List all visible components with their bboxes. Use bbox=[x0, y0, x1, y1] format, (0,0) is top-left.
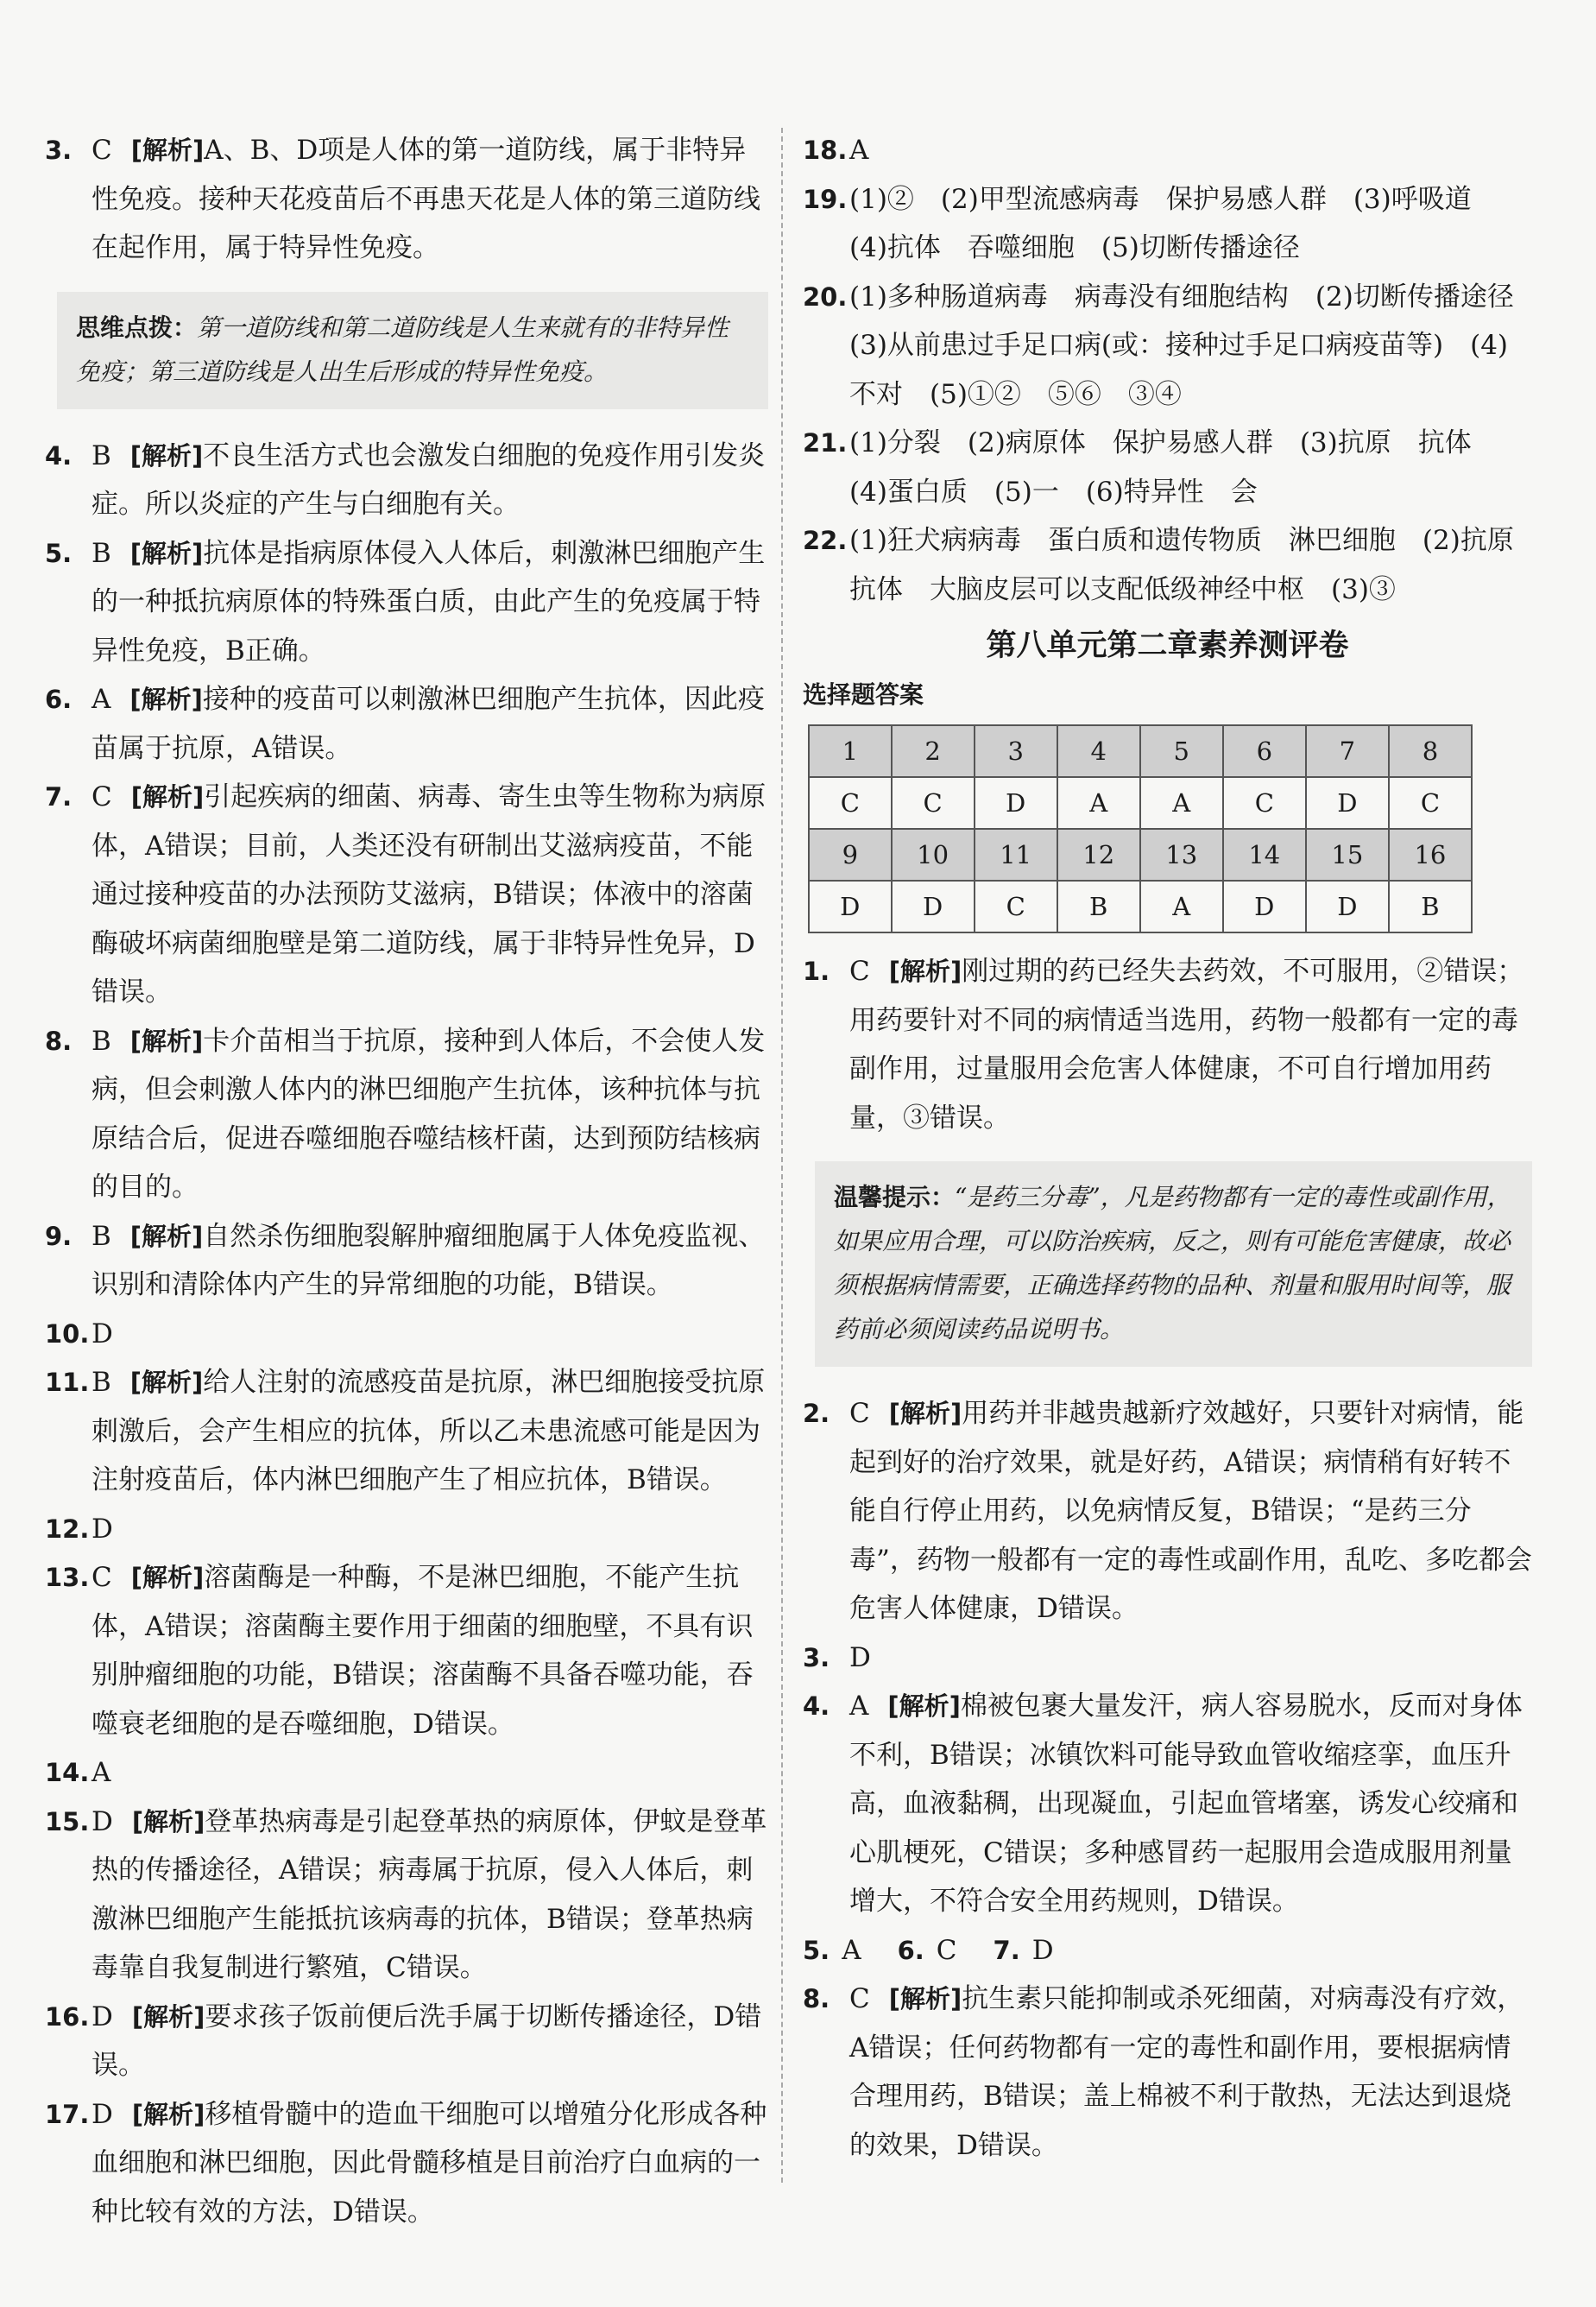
item-number: 19. bbox=[803, 184, 848, 214]
right-items-c bbox=[803, 1389, 1532, 1926]
answer-item bbox=[45, 1798, 768, 1993]
right-items-d bbox=[803, 1975, 1532, 2170]
answer-item bbox=[45, 1017, 768, 1212]
inline-answer bbox=[994, 1935, 1054, 1966]
table-number-cell: 6 bbox=[1223, 725, 1306, 777]
answer-item bbox=[45, 1310, 768, 1359]
analysis-tag: [解析] bbox=[130, 782, 205, 812]
item-number: 6. bbox=[45, 685, 73, 714]
item-text: 溶菌酶是一种酶，不是淋巴细胞，不能产生抗体，A错误；溶菌酶主要作用于细菌的细胞壁，不具有识别肿瘤细胞的功能，B错误；溶菌酶不具备吞噬功能，吞噬衰老细胞的是吞噬细胞，D错误。 bbox=[91, 1562, 754, 1740]
item-number: 22. bbox=[803, 526, 848, 555]
item-number: 5. bbox=[45, 538, 73, 568]
table-answer-cell: C bbox=[1389, 777, 1472, 829]
answer-item bbox=[45, 432, 768, 529]
item-number: 4. bbox=[45, 440, 73, 471]
table-answer-cell: C bbox=[975, 881, 1057, 932]
answer-item bbox=[803, 947, 1532, 1142]
item-answer: D bbox=[849, 1641, 871, 1673]
item-answer: D bbox=[91, 1513, 113, 1545]
table-number-cell: 12 bbox=[1057, 829, 1140, 881]
item-answer: D bbox=[91, 2000, 113, 2032]
table-answer-cell: D bbox=[1306, 777, 1389, 829]
item-number: 7. bbox=[45, 782, 73, 812]
table-number-cell: 13 bbox=[1140, 829, 1223, 881]
table-answer-cell: D bbox=[809, 881, 892, 932]
item-text: 自然杀伤细胞裂解肿瘤细胞属于人体免疫监视、识别和清除体内产生的异常细胞的功能，B错误。 bbox=[91, 1220, 766, 1300]
item-answer: D bbox=[91, 1318, 113, 1349]
left-items-a bbox=[45, 126, 768, 273]
analysis-tag: [解析] bbox=[888, 1399, 962, 1428]
table-answer-cell: A bbox=[1057, 777, 1140, 829]
item-number: 18. bbox=[803, 136, 848, 165]
answer-item bbox=[803, 175, 1532, 273]
answer-item bbox=[45, 1212, 768, 1310]
item-text: 移植骨髓中的造血干细胞可以增殖分化形成各种血细胞和淋巴细胞，因此骨髓移植是目前治疗白血病的一种比较有效的方法，D错误。 bbox=[91, 2098, 767, 2228]
item-text: 用药并非越贵越新疗效越好，只要针对病情，能起到好的治疗效果，就是好药，A错误；病情稍有好转不能自行停止用药，以免病情反复，B错误；“是药三分毒”，药物一般都有一定的毒性或副作用，乱吃、多吃都会危害人体健康，D错误。 bbox=[849, 1398, 1532, 1624]
answer-table-row-numbers-2 bbox=[809, 829, 1472, 881]
answer-item bbox=[45, 1993, 768, 2090]
table-number-cell: 10 bbox=[892, 829, 975, 881]
item-text: (1)多种肠道病毒 病毒没有细胞结构 (2)切断传播途径 (3)从前患过手足口病(或：接种过手足口病疫苗等) (4)不对 (5)①② ⑤⑥ ③④ bbox=[849, 281, 1541, 410]
answer-item bbox=[803, 419, 1532, 516]
analysis-tag: [解析] bbox=[129, 1368, 204, 1397]
answer-item bbox=[45, 1505, 768, 1554]
item-text: 抗体是指病原体侵入人体后，刺激淋巴细胞产生的一种抵抗病原体的特殊蛋白质，由此产生的免疫属于特异性免疫，B正确。 bbox=[91, 537, 766, 667]
item-text: (1)狂犬病病毒 蛋白质和遗传物质 淋巴细胞 (2)抗原 抗体 大脑皮层可以支配低级神经中枢 (3)③ bbox=[849, 525, 1541, 605]
table-number-cell: 9 bbox=[809, 829, 892, 881]
item-text: 棉被包裹大量发汗，病人容易脱水，反而对身体不利，B错误；冰镇饮料可能导致血管收缩痉挛，血压升高，血液黏稠，出现凝血，引起血管堵塞，诱发心绞痛和心肌梗死，C错误；多种感冒药一起服用会造成服用剂量增大，不符合安全用药规则，D错误。 bbox=[849, 1691, 1523, 1917]
item-number: 21. bbox=[803, 428, 848, 458]
item-text: A、B、D项是人体的第一道防线，属于非特异性免疫。接种天花疫苗后不再患天花是人体的第三道防线在起作用，属于特异性免疫。 bbox=[91, 135, 760, 263]
analysis-tag: [解析] bbox=[130, 1563, 205, 1592]
warm-tip-box bbox=[815, 1161, 1532, 1367]
answer-item bbox=[803, 1682, 1532, 1926]
item-text: 登革热病毒是引起登革热的病原体，伊蚊是登革热的传播途径，A错误；病毒属于抗原，侵入人体后，刺激淋巴细胞产生能抵抗该病毒的抗体，B错误；登革热病毒靠自我复制进行繁殖，C错误。 bbox=[91, 1805, 767, 1983]
item-number: 20. bbox=[803, 281, 848, 312]
item-number: 3. bbox=[45, 136, 73, 165]
inline-answer-row bbox=[803, 1926, 1532, 1975]
analysis-tag: [解析] bbox=[888, 957, 962, 986]
table-answer-cell: B bbox=[1389, 881, 1472, 932]
item-answer: A bbox=[849, 1691, 869, 1722]
item-answer: C bbox=[936, 1934, 957, 1966]
answer-item bbox=[803, 1975, 1532, 2170]
analysis-tag: [解析] bbox=[130, 136, 205, 165]
thinking-tip-box bbox=[57, 292, 768, 409]
table-number-cell: 14 bbox=[1223, 829, 1306, 881]
table-answer-cell: A bbox=[1140, 777, 1223, 829]
analysis-tag: [解析] bbox=[129, 1221, 204, 1251]
item-text: 抗生素只能抑制或杀死细菌，对病毒没有疗效，A错误；任何药物都有一定的毒性和副作用，要根据病情合理用药，B错误；盖上棉被不利于散热，无法达到退烧的效果，D错误。 bbox=[849, 1983, 1524, 2161]
warm-tip-text: “是药三分毒”，凡是药物都有一定的毒性或副作用，如果应用合理，可以防治疾病，反之，则有可能危害健康，故必须根据病情需要，正确选择药物的品种、剂量和服用时间等，服药前必须阅读药品说明书。 bbox=[834, 1183, 1511, 1343]
table-answer-cell: C bbox=[809, 777, 892, 829]
item-answer: C bbox=[849, 1398, 870, 1429]
analysis-tag: [解析] bbox=[129, 538, 204, 568]
item-answer: B bbox=[91, 537, 111, 569]
answer-table-row-numbers-1 bbox=[809, 725, 1472, 777]
item-number: 6. bbox=[897, 1935, 924, 1965]
item-answer: A bbox=[842, 1934, 861, 1966]
item-text: (1)分裂 (2)病原体 保护易感人群 (3)抗原 抗体 (4)蛋白质 (5)一 (6)特异性 会 bbox=[849, 427, 1498, 508]
column-divider bbox=[781, 128, 783, 2183]
item-number: 11. bbox=[45, 1368, 90, 1397]
item-number: 2. bbox=[803, 1399, 830, 1428]
item-answer: C bbox=[849, 956, 870, 987]
item-number: 14. bbox=[45, 1758, 90, 1787]
table-number-cell: 3 bbox=[975, 725, 1057, 777]
item-answer: B bbox=[91, 439, 111, 471]
analysis-tag: [解析] bbox=[887, 1691, 961, 1721]
table-number-cell: 15 bbox=[1306, 829, 1389, 881]
item-number: 5. bbox=[803, 1935, 830, 1965]
answer-item bbox=[45, 773, 768, 1017]
table-label: 选择题答案 bbox=[803, 680, 924, 709]
item-number: 4. bbox=[803, 1691, 830, 1721]
item-answer: A bbox=[91, 684, 111, 715]
item-text: 引起疾病的细菌、病毒、寄生虫等生物称为病原体，A错误；目前，人类还没有研制出艾滋病疫苗，不能通过接种疫苗的办法预防艾滋病，B错误；体液中的溶菌酶破坏病菌细胞壁是第二道防线，属于非特异性免异，D错误。 bbox=[91, 781, 766, 1008]
item-number: 10. bbox=[45, 1318, 90, 1349]
item-answer: C bbox=[91, 781, 112, 812]
item-answer: D bbox=[91, 2098, 113, 2130]
item-answer: B bbox=[91, 1025, 111, 1057]
table-answer-cell: D bbox=[1306, 881, 1389, 932]
analysis-tag: [解析] bbox=[129, 440, 204, 471]
table-number-cell: 1 bbox=[809, 725, 892, 777]
answer-item bbox=[803, 516, 1541, 614]
section-title: 第八单元第二章素养测评卷 bbox=[986, 629, 1349, 663]
table-answer-cell: C bbox=[892, 777, 975, 829]
left-items-b bbox=[45, 432, 768, 2237]
item-number: 15. bbox=[45, 1806, 90, 1836]
answer-item bbox=[45, 675, 768, 773]
answer-table-row-answers-2 bbox=[809, 881, 1472, 932]
answer-item bbox=[45, 529, 768, 676]
table-number-cell: 2 bbox=[892, 725, 975, 777]
answer-item bbox=[803, 1389, 1532, 1634]
table-number-cell: 4 bbox=[1057, 725, 1140, 777]
item-text: 给人注射的流感疫苗是抗原，淋巴细胞接受抗原刺激后，会产生相应的抗体，所以乙未患流感可能是因为注射疫苗后，体内淋巴细胞产生了相应抗体，B错误。 bbox=[91, 1367, 766, 1495]
answer-item bbox=[803, 1634, 1532, 1683]
answer-item bbox=[45, 126, 768, 273]
item-text: 刚过期的药已经失去药效，不可服用，②错误；用药要针对不同的病情适当选用，药物一般都有一定的毒副作用，过量服用会危害人体健康，不可自行增加用药量，③错误。 bbox=[849, 956, 1524, 1134]
item-text: A bbox=[849, 135, 869, 166]
answer-table-row-answers-1 bbox=[809, 777, 1472, 829]
right-column bbox=[803, 126, 1541, 2170]
analysis-tag: [解析] bbox=[131, 1806, 205, 1836]
item-answer: C bbox=[849, 1983, 870, 2014]
table-answer-cell: C bbox=[1223, 777, 1306, 829]
item-answer: A bbox=[91, 1757, 111, 1788]
table-answer-cell: B bbox=[1057, 881, 1140, 932]
right-items-b bbox=[803, 947, 1532, 1142]
item-answer: B bbox=[91, 1367, 111, 1398]
item-answer: C bbox=[91, 135, 112, 166]
item-answer: B bbox=[91, 1220, 111, 1252]
answer-table bbox=[808, 724, 1473, 933]
table-number-cell: 16 bbox=[1389, 829, 1472, 881]
table-answer-cell: D bbox=[892, 881, 975, 932]
table-number-cell: 8 bbox=[1389, 725, 1472, 777]
item-answer: C bbox=[91, 1562, 112, 1593]
item-text: 接种的疫苗可以刺激淋巴细胞产生抗体，因此疫苗属于抗原，A错误。 bbox=[91, 684, 765, 764]
thinking-tip-label: 思维点拨： bbox=[76, 313, 198, 342]
item-number: 8. bbox=[803, 1984, 830, 2013]
right-items-a bbox=[803, 126, 1541, 614]
item-number: 1. bbox=[803, 957, 830, 986]
item-number: 9. bbox=[45, 1221, 73, 1251]
item-number: 3. bbox=[803, 1642, 830, 1672]
item-answer: D bbox=[1031, 1934, 1054, 1966]
analysis-tag: [解析] bbox=[129, 1026, 204, 1056]
warm-tip-label: 温馨提示： bbox=[834, 1183, 956, 1211]
analysis-tag: [解析] bbox=[131, 2099, 205, 2129]
analysis-tag: [解析] bbox=[888, 1984, 962, 2013]
answer-item bbox=[803, 273, 1541, 420]
item-number: 7. bbox=[993, 1935, 1020, 1965]
left-column bbox=[45, 126, 768, 2236]
table-number-cell: 11 bbox=[975, 829, 1057, 881]
analysis-tag: [解析] bbox=[131, 2001, 205, 2032]
item-number: 16. bbox=[45, 2001, 90, 2032]
item-text: 卡介苗相当于抗原，接种到人体后，不会使人发病，但会刺激人体内的淋巴细胞产生抗体，该种抗体与抗原结合后，促进吞噬细胞吞噬结核杆菌，达到预防结核病的目的。 bbox=[91, 1025, 766, 1203]
answer-item bbox=[803, 126, 1532, 175]
answer-item bbox=[45, 2090, 768, 2237]
table-answer-cell: D bbox=[975, 777, 1057, 829]
analysis-tag: [解析] bbox=[129, 685, 203, 714]
item-answer: D bbox=[91, 1805, 113, 1837]
item-number: 17. bbox=[45, 2099, 90, 2129]
inline-answer bbox=[898, 1935, 957, 1966]
item-text: 不良生活方式也会激发白细胞的免疫作用引发炎症。所以炎症的产生与白细胞有关。 bbox=[91, 439, 766, 520]
thinking-tip-text: 第一道防线和第二道防线是人生来就有的非特异性免疫；第三道防线是人出生后形成的特异性免疫。 bbox=[76, 313, 729, 386]
table-number-cell: 5 bbox=[1140, 725, 1223, 777]
item-number: 13. bbox=[45, 1563, 90, 1592]
answer-item bbox=[45, 1358, 768, 1505]
table-answer-cell: A bbox=[1140, 881, 1223, 932]
answer-item bbox=[45, 1748, 768, 1798]
answer-item bbox=[45, 1553, 768, 1748]
item-number: 8. bbox=[45, 1026, 73, 1056]
item-number: 12. bbox=[45, 1514, 90, 1544]
table-number-cell: 7 bbox=[1306, 725, 1389, 777]
item-text: (1)② (2)甲型流感病毒 保护易感人群 (3)呼吸道 (4)抗体 吞噬细胞 (5)切断传播途径 bbox=[849, 183, 1498, 263]
table-answer-cell: D bbox=[1223, 881, 1306, 932]
inline-answer bbox=[803, 1935, 861, 1966]
item-text: 要求孩子饭前便后洗手属于切断传播途径，D错误。 bbox=[91, 2000, 762, 2081]
